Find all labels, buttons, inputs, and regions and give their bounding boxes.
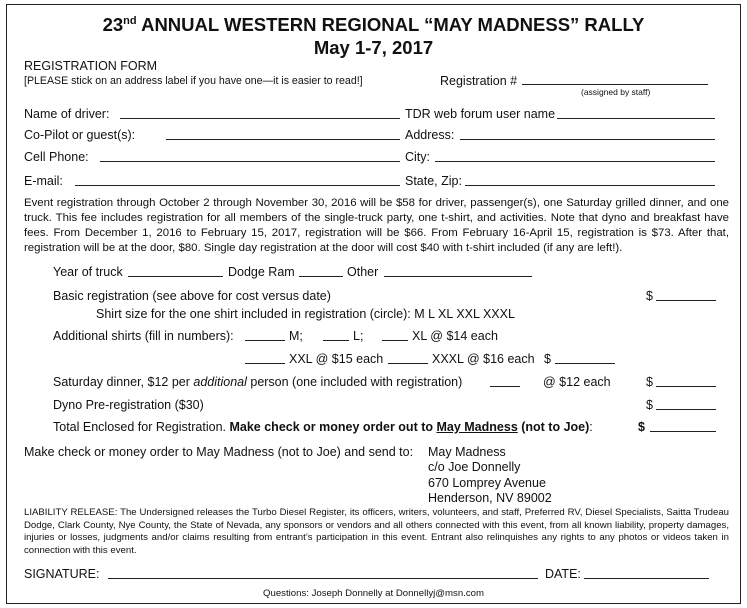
shirt-xxl-line[interactable] bbox=[245, 352, 285, 364]
dinner-amount-line[interactable] bbox=[656, 375, 716, 387]
registration-number-label: Registration # bbox=[440, 74, 518, 88]
shirts-amount-line[interactable] bbox=[555, 352, 615, 364]
dinner-count-line[interactable] bbox=[490, 375, 520, 387]
signature-label: SIGNATURE: bbox=[24, 567, 100, 581]
dyno-amount-line[interactable] bbox=[656, 398, 716, 410]
mailing-address-line-3: 670 Lomprey Avenue bbox=[428, 475, 546, 490]
forum-username-line[interactable] bbox=[557, 107, 715, 119]
shirt-xxl-label: XXL @ $15 each bbox=[289, 352, 384, 366]
assigned-by-staff-note: (assigned by staff) bbox=[581, 87, 651, 97]
mailing-address-line-1: May Madness bbox=[428, 445, 506, 459]
registration-form-heading: REGISTRATION FORM bbox=[24, 59, 158, 73]
total-amount-line[interactable] bbox=[650, 420, 716, 432]
questions-footer: Questions: Joseph Donnelly at Donnellyj@msn.com bbox=[263, 588, 484, 599]
forum-username-label: TDR web forum user name bbox=[405, 107, 556, 121]
address-line[interactable] bbox=[460, 128, 715, 140]
total-dollar-sign: $ bbox=[638, 420, 645, 434]
email-line[interactable] bbox=[75, 174, 400, 186]
city-label: City: bbox=[405, 150, 430, 164]
shirt-xl-label: XL @ $14 each bbox=[412, 329, 498, 343]
shirt-size-label: Shirt size for the one shirt included in registration (circle): M L XL XXL XXXL bbox=[96, 307, 515, 321]
copilot-label: Co-Pilot or guest(s): bbox=[24, 128, 136, 142]
event-title: 23nd ANNUAL WESTERN REGIONAL “MAY MADNESS” RALLY bbox=[102, 14, 645, 35]
address-label: Address: bbox=[405, 128, 455, 142]
registration-number-line[interactable] bbox=[522, 73, 708, 85]
mailing-address-line-2: c/o Joe Donnelly bbox=[428, 460, 521, 475]
other-truck-label: Other bbox=[347, 265, 379, 279]
dyno-label: Dyno Pre-registration ($30) bbox=[53, 398, 204, 412]
shirt-l-line[interactable] bbox=[323, 329, 349, 341]
dyno-dollar-sign: $ bbox=[646, 398, 653, 412]
shirt-l-label: L; bbox=[353, 329, 364, 343]
fee-paragraph: Event registration through October 2 through November 30, 2016 will be $58 for driver, passenger(s), one Saturday grilled dinner, and one truck. This fee includes registration for all members of the single-truck party, one t-shirt, and activities. Note that dyno and breakfast have fees. From December 1, 2016 to February 15, 2017, registration will be $66. From February 16-April 15, registration is $73. After that, registration will be at the door, $80. Single day registration at the door will cost $40 with t-shirt included (if any are left!). bbox=[24, 197, 729, 254]
shirts-dollar-sign: $ bbox=[544, 352, 551, 366]
other-truck-line[interactable] bbox=[384, 265, 532, 277]
state-zip-label: State, Zip: bbox=[405, 174, 462, 188]
copilot-line[interactable] bbox=[166, 128, 400, 140]
liability-release: LIABILITY RELEASE: The Undersigned releases the Turbo Diesel Register, its officers, writers, volunteers, and staff, Preferred RV, Diesel Specialists, Saitta Trudeau Dodge, Clark County, Nye County, the State of Nevada, any sponsors or vendors and all others connected with this event, from all known liability, property damages, injuries or losses, judgments and/or claims resulting from entrant’s participation in this event. Entrant also relinquishes any rights to any photos or videos taken in connection with this event. bbox=[24, 507, 729, 557]
additional-shirts-label: Additional shirts (fill in numbers): bbox=[53, 329, 234, 343]
shirt-m-line[interactable] bbox=[245, 329, 285, 341]
basic-dollar-sign: $ bbox=[646, 289, 653, 303]
address-label-note: [PLEASE stick on an address label if you have one—it is easier to read!] bbox=[24, 75, 363, 87]
dinner-each-label: @ $12 each bbox=[543, 375, 611, 389]
shirt-xl-line[interactable] bbox=[382, 329, 408, 341]
shirt-m-label: M; bbox=[289, 329, 303, 343]
mailing-address bbox=[428, 445, 552, 506]
shirt-xxxl-label: XXXL @ $16 each bbox=[432, 352, 535, 366]
signature-line[interactable] bbox=[108, 567, 538, 579]
dodge-ram-line[interactable] bbox=[299, 265, 343, 277]
date-line[interactable] bbox=[584, 567, 709, 579]
mail-instruction: Make check or money order to May Madness (not to Joe) and send to: bbox=[24, 445, 414, 459]
state-zip-line[interactable] bbox=[465, 174, 715, 186]
dinner-dollar-sign: $ bbox=[646, 375, 653, 389]
email-label: E-mail: bbox=[24, 174, 63, 188]
cell-phone-label: Cell Phone: bbox=[24, 150, 89, 164]
year-of-truck-line[interactable] bbox=[128, 265, 223, 277]
event-dates: May 1-7, 2017 bbox=[313, 37, 434, 58]
cell-phone-line[interactable] bbox=[100, 150, 400, 162]
date-label: DATE: bbox=[545, 567, 581, 581]
total-label: Total Enclosed for Registration. Make check or money order out to May Madness (not to Joe): bbox=[53, 420, 593, 434]
driver-name-label: Name of driver: bbox=[24, 107, 110, 121]
basic-registration-label: Basic registration (see above for cost versus date) bbox=[53, 289, 331, 303]
shirt-xxxl-line[interactable] bbox=[388, 352, 428, 364]
mailing-address-line-4: Henderson, NV 89002 bbox=[428, 490, 552, 505]
basic-amount-line[interactable] bbox=[656, 289, 716, 301]
year-of-truck-label: Year of truck bbox=[53, 265, 123, 279]
driver-name-line[interactable] bbox=[120, 107, 400, 119]
dodge-ram-label: Dodge Ram bbox=[228, 265, 295, 279]
city-line[interactable] bbox=[435, 150, 715, 162]
saturday-dinner-label: Saturday dinner, $12 per additional person (one included with registration) bbox=[53, 375, 463, 389]
